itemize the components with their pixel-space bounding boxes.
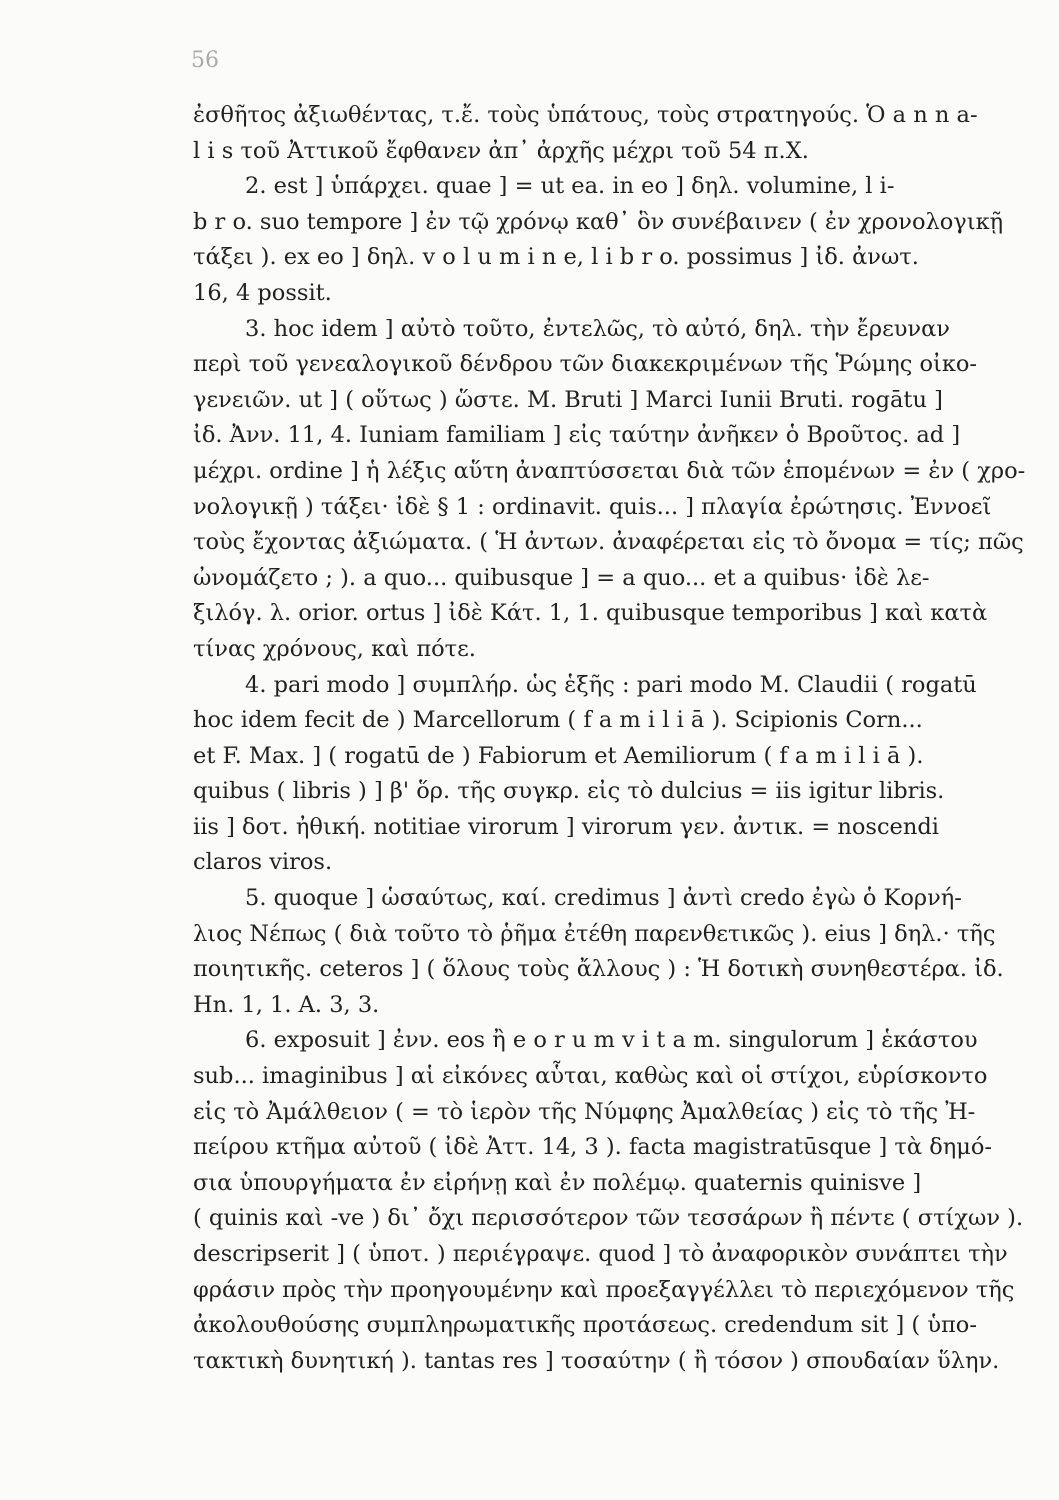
text-line: descripserit ] ( ὑποτ. ) περιέγραψε. quod ] τὸ ἀναφορικὸν συνάπτει τὴν [193,1241,1008,1267]
text-line: τίνας χρόνους, καὶ πότε. [193,635,476,662]
text-line: iis ] δοτ. ἠθική. notitiae virorum ] virorum γεν. ἀντικ. = noscendi [193,813,939,840]
text-line: et F. Max. ] ( rogatū de ) Fabiorum et Aemiliorum ( f a m i l i ā ). [193,742,924,769]
text-line: Hn. 1, 1. A. 3, 3. [193,991,380,1018]
text-line: quibus ( libris ) ] β' ὅρ. τῆς συγκρ. εἰς τὸ dulcius = iis igitur libris. [193,778,945,805]
text-line: λιος Νέπως ( διὰ τοῦτο τὸ ῥῆμα ἐτέθη παρενθετικῶς ). eius ] δηλ.· τῆς [193,920,996,947]
text-line: 4. pari modo ] συμπλήρ. ὡς ἑξῆς : pari modo M. Claudii ( rogatū [245,671,977,698]
text-line: 6. exposuit ] ἐνν. eos ἢ e o r u m v i t a m. singulorum ] ἑκάστου [245,1027,978,1054]
text-line: ὠνομάζετο ; ). a quo... quibusque ] = a quo... et a quibus· ἰδὲ λε- [193,564,930,591]
text-line: l i s τοῦ Ἀττικοῦ ἔφθανεν ἀπ᾿ ἀρχῆς μέχρι τοῦ 54 π.Χ. [193,137,809,164]
text-line: 16, 4 possit. [193,279,332,306]
text-line: 2. est ] ὑπάρχει. quae ] = ut ea. in eo ] δηλ. volumine, l i- [245,173,895,200]
page-number: 56 [191,48,219,73]
text-line: πείρου κτῆμα αὐτοῦ ( ἰδὲ Ἀττ. 14, 3 ). facta magistratūsque ] τὰ δημό- [193,1134,993,1161]
text-line: ἀκολουθούσης συμπληρωματικῆς προτάσεως. credendum sit ] ( ὑπο- [193,1312,977,1339]
text-line: νολογικῇ ) τάξει· ἰδὲ § 1 : ordinavit. quis... ] πλαγία ἐρώτησις. Ἐννοεῖ [193,493,992,520]
text-line: b r o. suo tempore ] ἐν τῷ χρόνῳ καθ᾿ ὃν συνέβαινεν ( ἐν χρονολογικῇ [193,208,1004,235]
text-line: περὶ τοῦ γενεαλογικοῦ δένδρου τῶν διακεκριμένων τῆς Ῥώμης οἰκο- [193,351,978,378]
commentary-text [193,98,1025,1379]
text-line: τακτικὴ δυνητική ). tantas res ] τοσαύτην ( ἢ τόσον ) σπουδαίαν ὕλην. [193,1347,1000,1374]
text-line: ἐσθῆτος ἀξιωθέντας, τ.ἔ. τοὺς ὑπάτους, τοὺς στρατηγούς. Ὁ a n n a- [193,102,978,128]
text-line: εἰς τὸ Ἀμάλθειον ( = τὸ ἱερὸν τῆς Νύμφης Ἀμαλθείας ) εἰς τὸ τῆς Ἠ- [193,1098,976,1125]
text-line: ( quinis καὶ -ve ) δι᾿ ὄχι περισσότερον τῶν τεσσάρων ἢ πέντε ( στίχων ). [193,1205,1024,1232]
text-line: claros viros. [193,849,333,876]
text-line: τοὺς ἔχοντας ἀξιώματα. ( Ἡ ἀντων. ἀναφέρεται εἰς τὸ ὄνομα = τίς; πῶς [193,529,1024,556]
text-line: ξιλόγ. λ. orior. ortus ] ἰδὲ Κάτ. 1, 1. quibusque temporibus ] καὶ κατὰ [193,600,988,627]
text-line: φράσιν πρὸς τὴν προηγουμένην καὶ προεξαγγέλλει τὸ περιεχόμενον τῆς [193,1276,1015,1303]
text-line: σια ὑπουργήματα ἐν εἰρήνῃ καὶ ἐν πολέμῳ. quaternis quinisve ] [193,1169,922,1196]
text-line: 3. hoc idem ] αὐτὸ τοῦτο, ἐντελῶς, τὸ αὐτό, δηλ. τὴν ἔρευναν [245,315,950,342]
text-line: ἰδ. Ἀνν. 11, 4. Iuniam familiam ] εἰς ταύτην ἀνῆκεν ὁ Βροῦτος. ad ] [193,422,961,449]
text-line: ποιητικῆς. ceteros ] ( ὅλους τοὺς ἄλλους ) : Ἡ δοτικὴ συνηθεστέρα. ἰδ. [193,956,1004,983]
text-line: sub... imaginibus ] αἱ εἰκόνες αὗται, καθὼς καὶ οἱ στίχοι, εὑρίσκοντο [193,1063,988,1090]
text-line: γενειῶν. ut ] ( οὕτως ) ὥστε. M. Bruti ] Marci Iunii Bruti. rogātu ] [193,386,943,413]
text-line: 5. quoque ] ὡσαύτως, καί. credimus ] ἀντὶ credo ἐγὼ ὁ Κορνή- [245,885,962,912]
text-line: τάξει ). ex eo ] δηλ. v o l u m i n e, l i b r o. possimus ] ἰδ. ἀνωτ. [193,244,919,271]
text-line: hoc idem fecit de ) Marcellorum ( f a m i l i ā ). Scipionis Corn... [193,707,923,734]
text-line: μέχρι. ordine ] ἡ λέξις αὕτη ἀναπτύσσεται διὰ τῶν ἑπομένων = ἐν ( χρο- [193,457,1025,484]
